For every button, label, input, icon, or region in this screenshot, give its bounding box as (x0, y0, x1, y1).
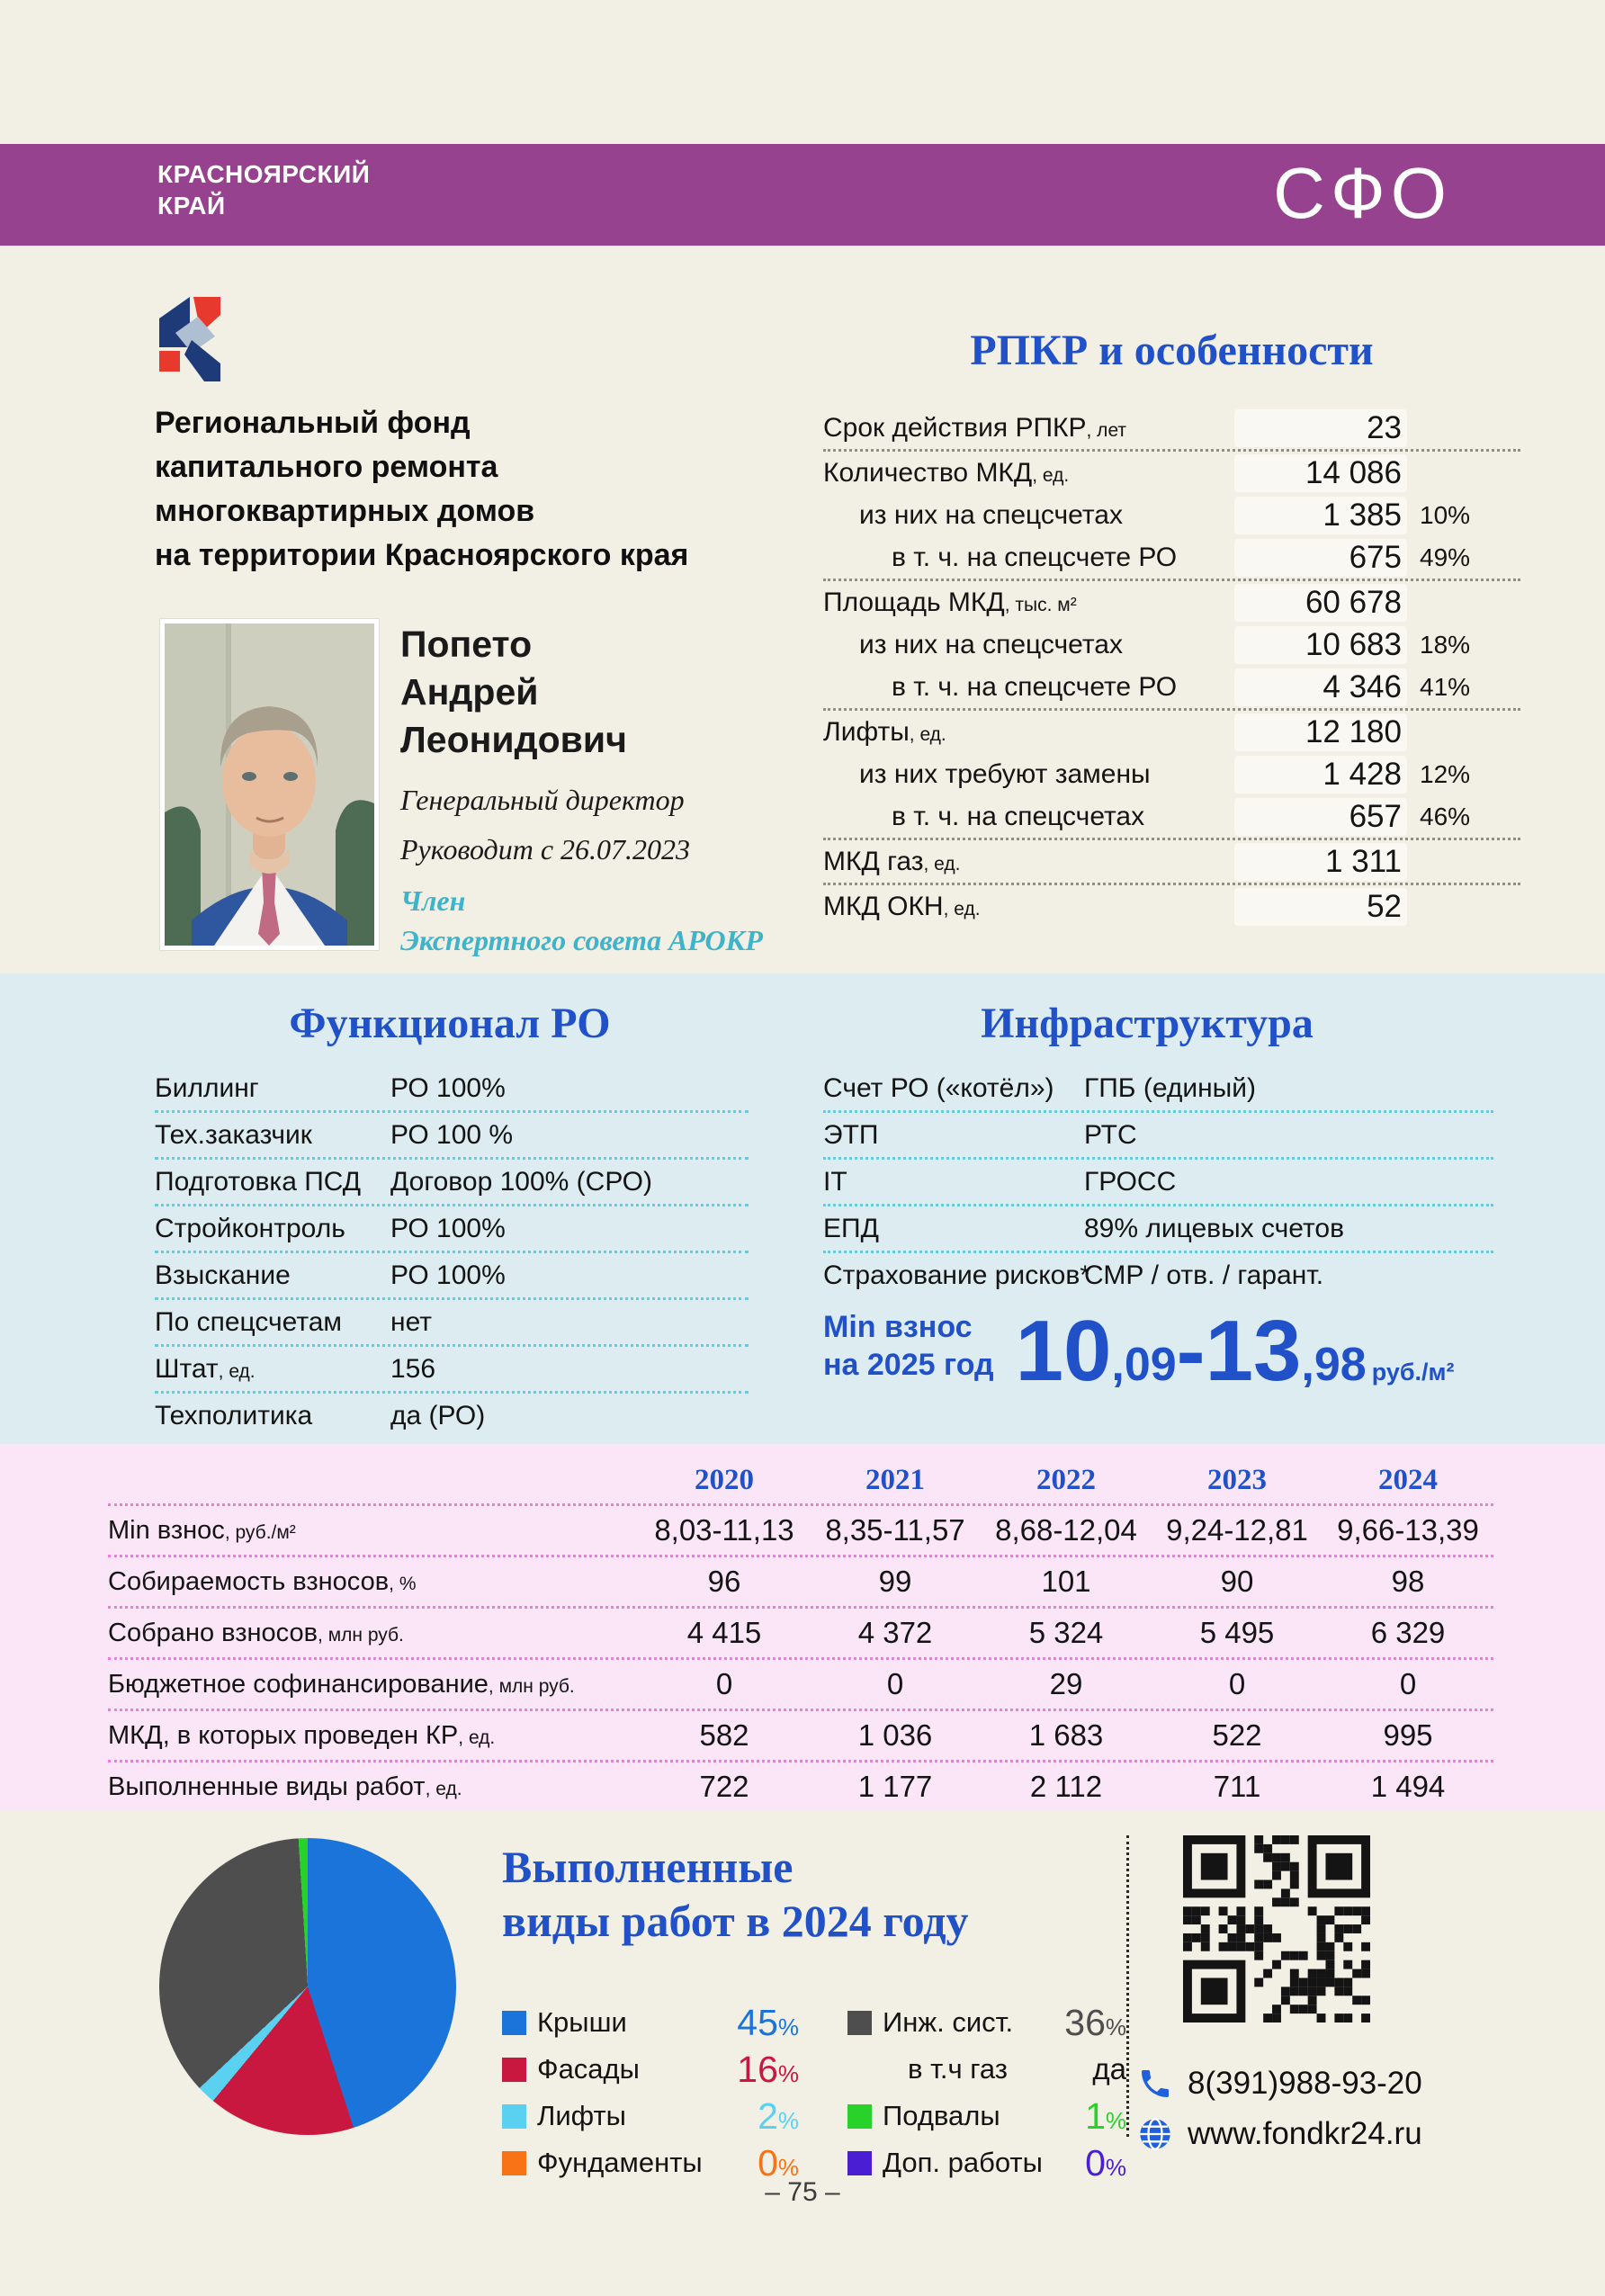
cell-percent: 18% (1420, 630, 1471, 659)
legend-swatch (502, 2058, 526, 2082)
yearly-stats-section (0, 1444, 1605, 1810)
legend-swatch (502, 2011, 526, 2035)
table-row: Страхование рисков* СМР / отв. / гарант. (823, 1260, 1324, 1290)
table-row: Количество МКД, ед. 14 086 (823, 449, 1520, 494)
table-row: из них на спецсчетах 10 683 18% (823, 623, 1520, 666)
min-fee-unit: руб./м² (1371, 1359, 1455, 1386)
legend-item: Лифты 2% (502, 2093, 799, 2139)
director-patronymic: Леонидович (400, 719, 627, 760)
year-column-header: 2023 (1207, 1463, 1267, 1496)
legend-swatch (502, 2104, 526, 2129)
legend-swatch (847, 2104, 872, 2129)
infrastructure-section-title: Инфраструктура (981, 1000, 1314, 1047)
qr-code (1183, 1835, 1370, 2022)
cell-value: 1 428 (1234, 756, 1407, 794)
director-position: Генеральный директор (400, 784, 685, 816)
functional-table (155, 1066, 749, 1438)
year-column-header: 2020 (695, 1463, 754, 1496)
table-row: Техполитика да (РО) (155, 1400, 486, 1431)
cell-value: 4 346 (1234, 668, 1407, 706)
table-row: ЕПД 89% лицевых счетов (823, 1206, 1493, 1253)
cell-value: 12 180 (1234, 713, 1407, 751)
fund-title-line: многоквартирных домов (155, 494, 535, 528)
table-row: МКД, в которых проведен КР, ед. 582 1 036 1 683 522 995 (108, 1711, 1493, 1762)
membership-line1: Член (400, 884, 466, 917)
year-column-header: 2022 (1036, 1463, 1096, 1496)
table-row: МКД газ, ед. 1 311 (823, 838, 1520, 883)
pie-chart (159, 1838, 456, 2135)
legend-item: Крыши 45% (502, 1999, 799, 2046)
cell-value: 1 385 (1234, 497, 1407, 534)
globe-icon (1135, 2116, 1175, 2152)
fund-title-line: на территории Красноярского края (155, 538, 689, 572)
cell-percent: 41% (1420, 672, 1471, 701)
director-tenure: Руководит с 26.07.2023 (400, 833, 691, 865)
page-number: – 75 – (765, 2177, 840, 2207)
table-row: IT ГРОСС (823, 1160, 1493, 1206)
functional-section-title: Функционал РО (289, 1000, 611, 1047)
federal-district-label: СФО (1273, 153, 1452, 233)
fund-logo (157, 295, 247, 385)
cell-percent: 49% (1420, 543, 1471, 571)
table-row: Лифты, ед. 12 180 (823, 708, 1520, 753)
table-row: По спецсчетам нет (155, 1300, 749, 1347)
table-row: Min взнос, руб./м² 8,03-11,13 8,35-11,57 8,68-12,04 9,24-12,81 9,66-13,39 (108, 1506, 1493, 1557)
table-row: ЭТП РТС (823, 1113, 1493, 1160)
fund-title-line: капитального ремонта (155, 450, 498, 484)
min-fee-value: 10,09-13,98 руб./м² (1015, 1303, 1455, 1399)
legend-item: Доп. работы 0% (847, 2139, 1126, 2186)
table-row: Штат, ед. 156 (155, 1347, 749, 1394)
cell-value: 23 (1234, 409, 1407, 447)
region-line1: КРАСНОЯРСКИЙ (157, 160, 371, 188)
legend-item: Подвалы 1% (847, 2093, 1126, 2139)
legend-item: Фасады 16% (502, 2046, 799, 2093)
cell-value: 10 683 (1234, 626, 1407, 664)
legend-swatch (847, 2151, 872, 2175)
infrastructure-table (823, 1066, 1493, 1297)
cell-value: 60 678 (1234, 584, 1407, 622)
table-row: Биллинг РО 100% (155, 1066, 749, 1113)
phone-row (1135, 2058, 1422, 2109)
director-first-name: Андрей (400, 671, 539, 713)
cell-percent: 10% (1420, 500, 1471, 529)
legend-item: Фундаменты 0% (502, 2139, 799, 2186)
cell-percent: 12% (1420, 759, 1471, 788)
table-row: в т. ч. на спецсчете РО 4 346 41% (823, 666, 1520, 708)
website-link[interactable]: www.fondkr24.ru (1188, 2116, 1422, 2151)
chart-legend-right (847, 1999, 1126, 2186)
min-fee-label: Min взнос на 2025 год (823, 1310, 994, 1382)
table-row: Выполненные виды работ, ед. 722 1 177 2 112 711 1 494 (108, 1770, 1446, 1803)
yearly-stats-table (108, 1457, 1493, 1811)
legend-item: в т.ч газ да (908, 2052, 1126, 2085)
fund-title (155, 401, 688, 578)
contact-block (1135, 2058, 1422, 2159)
rpkr-table (823, 407, 1520, 928)
region-line2: КРАЙ (157, 192, 226, 220)
min-fee-2025 (823, 1303, 1525, 1399)
region-title (157, 158, 370, 221)
table-row: Собрано взносов, млн руб. 4 415 4 372 5 324 5 495 6 329 (108, 1609, 1493, 1660)
table-row: Тех.заказчик РО 100 % (155, 1113, 749, 1160)
table-row: Подготовка ПСД Договор 100% (СРО) (155, 1160, 749, 1206)
table-row: Взыскание РО 100% (155, 1253, 749, 1300)
year-column-header: 2021 (865, 1463, 925, 1496)
vertical-divider (1126, 1835, 1129, 2137)
director-photo (160, 619, 379, 950)
table-row: в т. ч. на спецсчетах 657 46% (823, 795, 1520, 838)
functional-infrastructure-section (0, 973, 1605, 1444)
phone-icon (1135, 2066, 1175, 2102)
fund-title-line: Региональный фонд (155, 406, 471, 440)
table-row: из них требуют замены 1 428 12% (823, 753, 1520, 795)
legend-item: Инж. сист. 36% (847, 1999, 1126, 2046)
cell-value: 14 086 (1234, 454, 1407, 492)
header-band (0, 144, 1605, 246)
chart-legend-left (502, 1999, 799, 2186)
table-row: Счет РО («котёл») ГПБ (единый) (823, 1066, 1493, 1113)
legend-swatch (847, 2011, 872, 2035)
table-row: Собираемость взносов, % 96 99 101 90 98 (108, 1557, 1493, 1609)
table-row: Площадь МКД, тыс. м² 60 678 (823, 578, 1520, 623)
rpkr-section-title: РПКР и особенности (970, 327, 1374, 374)
cell-value: 657 (1234, 798, 1407, 836)
table-row: в т. ч. на спецсчете РО 675 49% (823, 536, 1520, 578)
year-column-header: 2024 (1378, 1463, 1438, 1496)
director-surname: Попето (400, 623, 533, 665)
phone-number: 8(391)988-93-20 (1188, 2066, 1422, 2101)
table-row: Стройконтроль РО 100% (155, 1206, 749, 1253)
table-row: Бюджетное софинансирование, млн руб. 0 0 29 0 0 (108, 1660, 1493, 1711)
table-row: МКД ОКН, ед. 52 (823, 883, 1520, 928)
cell-value: 52 (1234, 888, 1407, 926)
membership-line2: Экспертного совета АРОКР (400, 924, 763, 956)
cell-percent: 46% (1420, 802, 1471, 830)
cell-value: 675 (1234, 539, 1407, 577)
works-chart-title: Выполненные виды работ в 2024 году (502, 1842, 969, 1946)
table-row: Срок действия РПКР, лет 23 (823, 407, 1520, 449)
website-row (1135, 2109, 1422, 2159)
cell-value: 1 311 (1234, 843, 1407, 881)
table-header-row (108, 1457, 1493, 1506)
table-row: из них на спецсчетах 1 385 10% (823, 494, 1520, 536)
legend-swatch (502, 2151, 526, 2175)
